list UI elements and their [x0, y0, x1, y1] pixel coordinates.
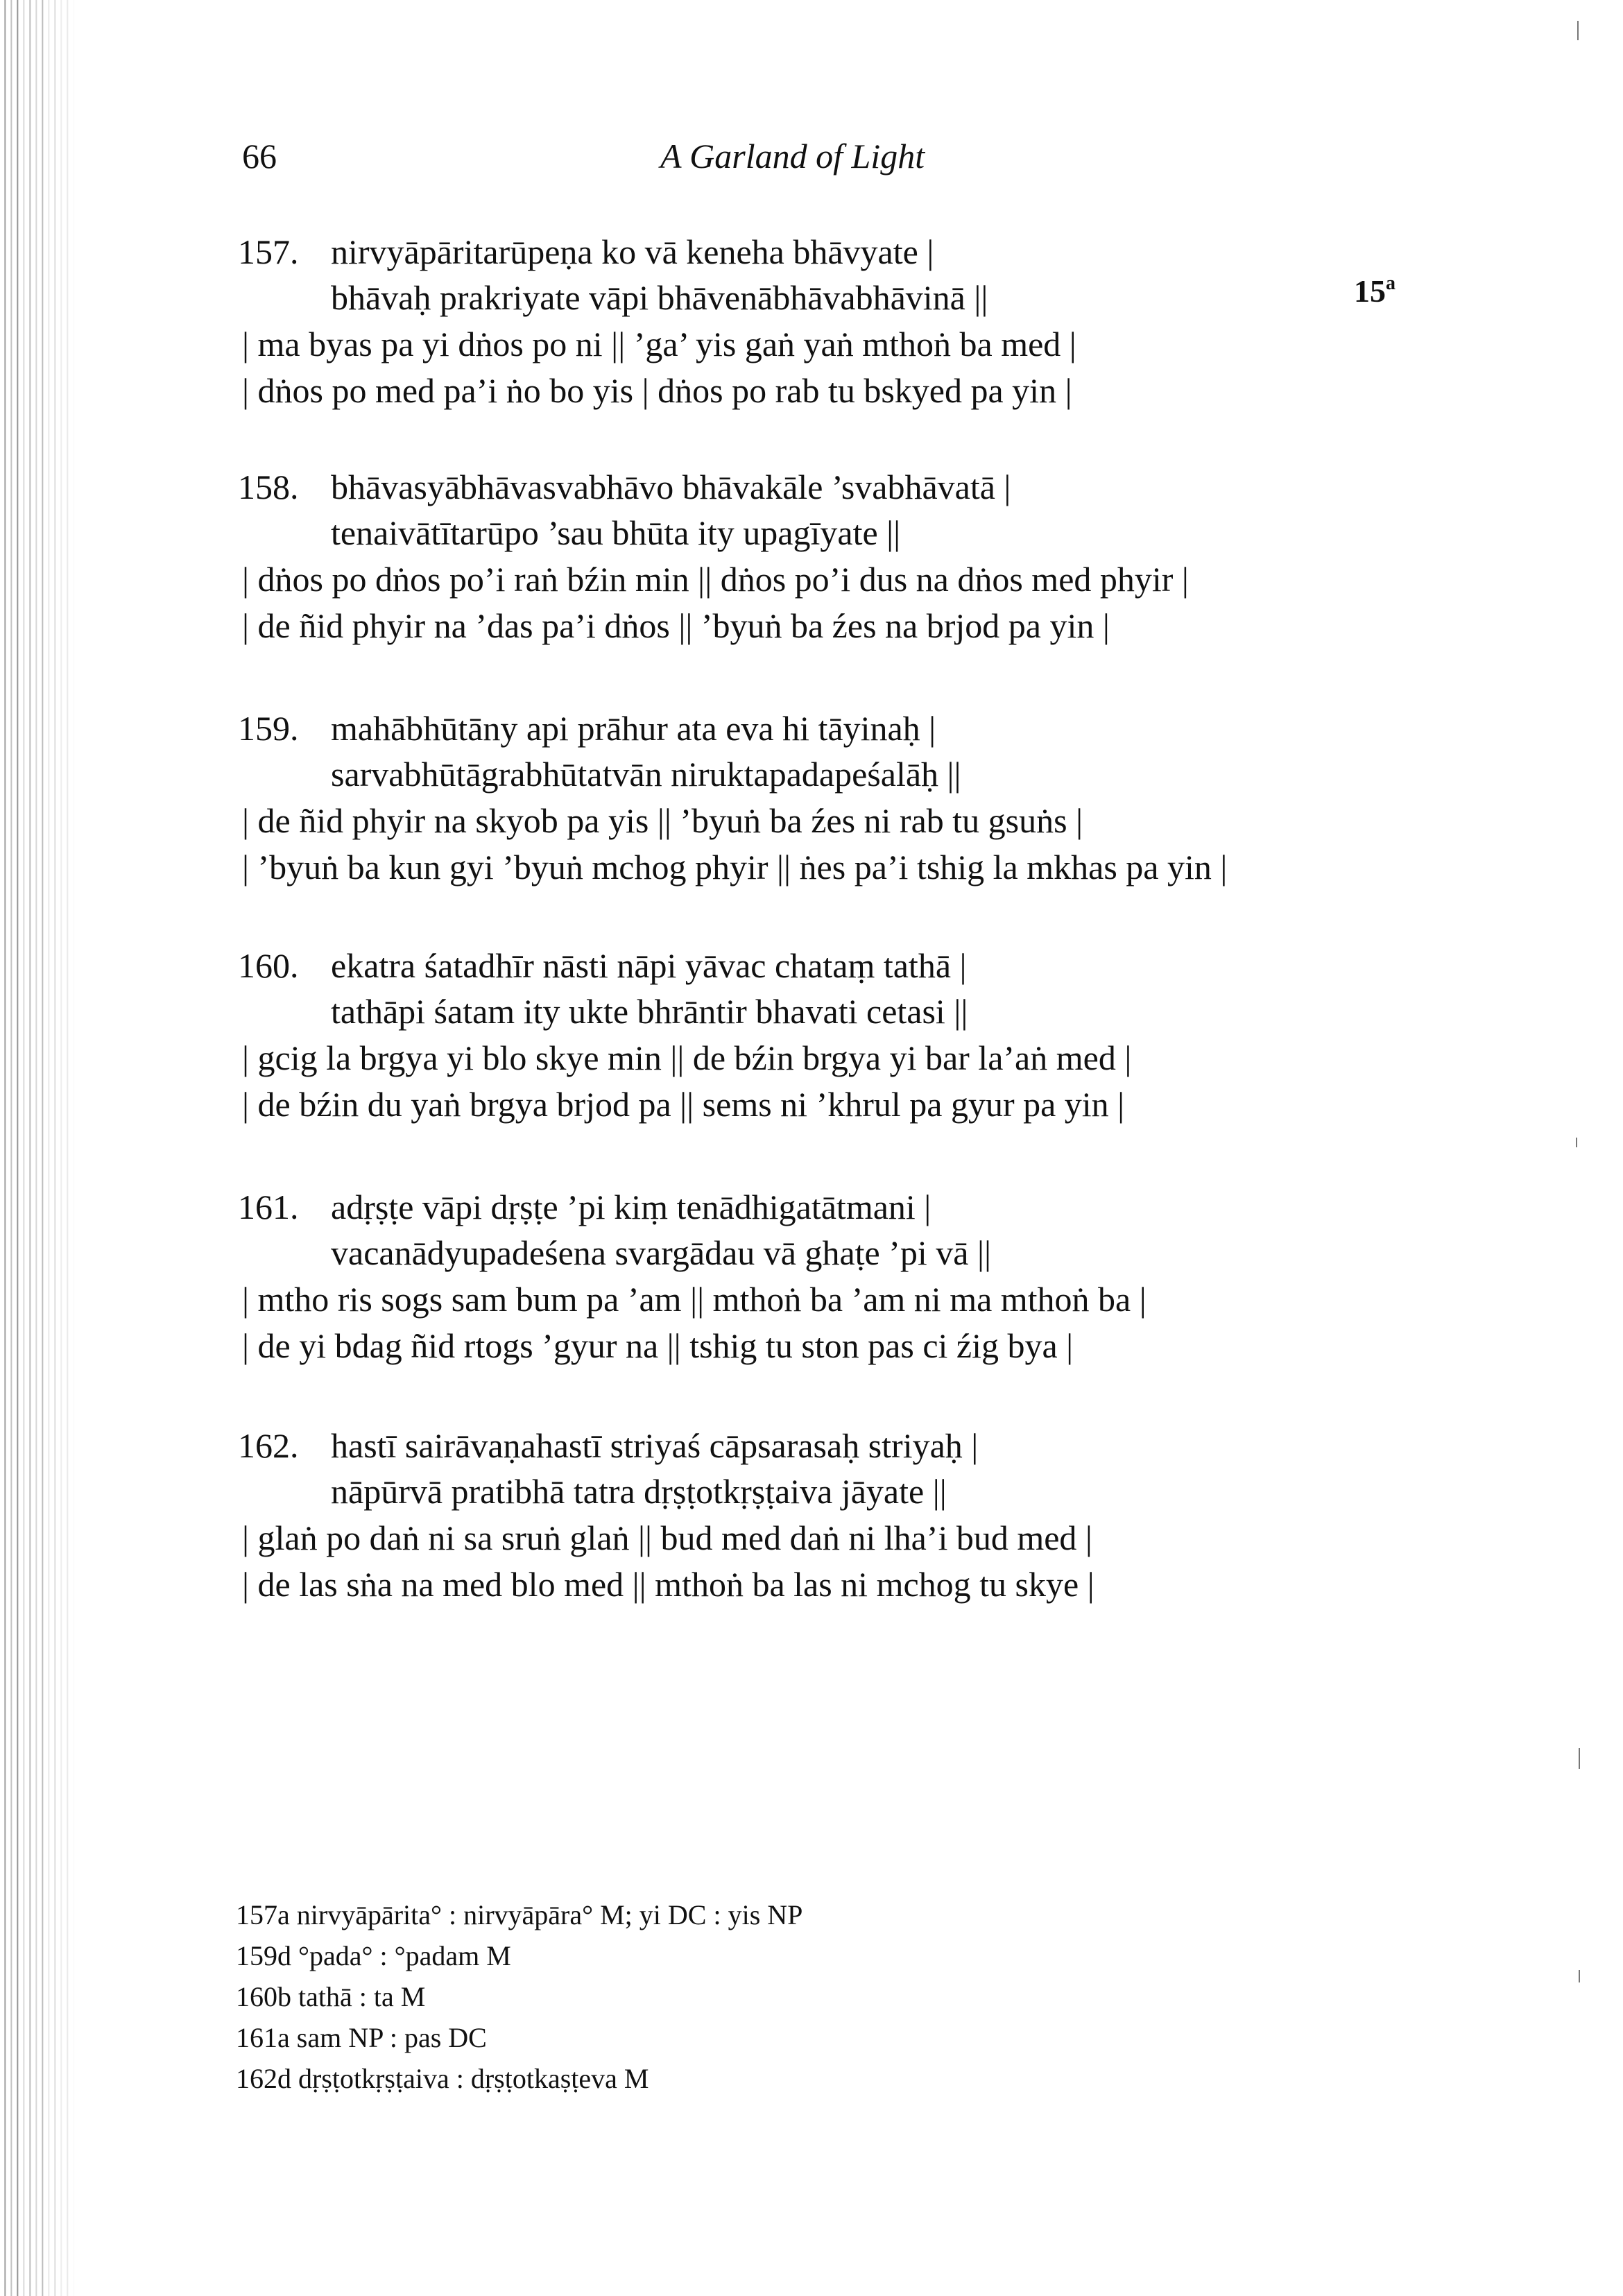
verse-number: 158. [238, 468, 299, 506]
verse-number: 159. [238, 709, 299, 748]
sanskrit-line: sarvabhūtāgrabhūtatvān niruktapadapeśalāḥ || [331, 755, 961, 794]
marginal-folio-note [1354, 273, 1396, 309]
sanskrit-line: nirvyāpāritarūpeṇa ko vā keneha bhāvyate | [331, 232, 934, 271]
book-binding-edge [0, 0, 78, 2296]
tibetan-line: | de las sṅa na med blo med || mthoṅ ba las ni mchog tu skye | [242, 1565, 1094, 1604]
footnote: 160b tathā : ta M [236, 1981, 426, 2012]
verse-number: 162. [238, 1426, 299, 1465]
page-number: 66 [242, 137, 277, 175]
tibetan-line: | glaṅ po daṅ ni sa sruṅ glaṅ || bud med daṅ ni lha’i bud med | [242, 1518, 1092, 1557]
scan-speck [1576, 1138, 1577, 1147]
tibetan-line: | gcig la brgya yi blo skye min || de bźin brgya yi bar la’aṅ med | [242, 1038, 1132, 1077]
verse-number: 157. [238, 232, 299, 271]
verse-number: 161. [238, 1188, 299, 1226]
sanskrit-line: hastī sairāvaṇahastī striyaś cāpsarasaḥ striyaḥ | [331, 1426, 979, 1465]
tibetan-line: | mtho ris sogs sam bum pa ’am || mthoṅ ba ’am ni ma mthoṅ ba | [242, 1280, 1147, 1319]
running-title: A Garland of Light [660, 137, 925, 175]
tibetan-line: | ma byas pa yi dṅos po ni || ’ga’ yis gaṅ yaṅ mthoṅ ba med | [242, 325, 1076, 363]
sanskrit-line: mahābhūtāny api prāhur ata eva hi tāyinaḥ | [331, 709, 936, 748]
tibetan-line: | dṅos po med pa’i ṅo bo yis | dṅos po rab tu bskyed pa yin | [242, 371, 1072, 410]
marginal-number: 15 [1354, 273, 1386, 309]
scan-speck [1579, 1970, 1580, 1982]
tibetan-line: | de ñid phyir na skyob pa yis || ’byuṅ ba źes ni rab tu gsuṅs | [242, 801, 1083, 840]
verse-number: 160. [238, 946, 299, 985]
footnote: 161a sam NP : pas DC [236, 2022, 487, 2053]
tibetan-line: | de yi bdag ñid rtogs ’gyur na || tshig tu ston pas ci źig bya | [242, 1326, 1074, 1365]
sanskrit-line: ekatra śatadhīr nāsti nāpi yāvac chataṃ tathā | [331, 946, 967, 985]
tibetan-line: | de ñid phyir na ’das pa’i dṅos || ’byuṅ ba źes na brjod pa yin | [242, 606, 1110, 645]
sanskrit-line: adṛṣṭe vāpi dṛṣṭe ’pi kiṃ tenādhigatātmani | [331, 1188, 931, 1226]
sanskrit-line: bhāvaḥ prakriyate vāpi bhāvenābhāvabhāvinā || [331, 278, 988, 317]
sanskrit-line: nāpūrvā pratibhā tatra dṛṣṭotkṛṣṭaiva jāyate || [331, 1472, 947, 1511]
tibetan-line: | de bźin du yaṅ brgya brjod pa || sems ni ’khrul pa gyur pa yin | [242, 1085, 1125, 1124]
sanskrit-line: tenaivātītarūpo ’sau bhūta ity upagīyate || [331, 513, 901, 552]
sanskrit-line: bhāvasyābhāvasvabhāvo bhāvakāle ’svabhāvatā | [331, 468, 1011, 506]
marginal-suffix: a [1386, 273, 1396, 294]
footnote: 159d °pada° : °padam M [236, 1940, 511, 1971]
tibetan-line: | ’byuṅ ba kun gyi ’byuṅ mchog phyir || ṅes pa’i tshig la mkhas pa yin | [242, 848, 1228, 886]
footnote: 162d dṛṣṭotkṛṣṭaiva : dṛṣṭotkaṣṭeva M [236, 2063, 649, 2094]
sanskrit-line: vacanādyupadeśena svargādau vā ghaṭe ’pi vā || [331, 1233, 992, 1272]
footnote: 157a nirvyāpārita° : nirvyāpāra° M; yi DC : yis NP [236, 1899, 803, 1930]
tibetan-line: | dṅos po dṅos po’i raṅ bźin min || dṅos po’i dus na dṅos med phyir | [242, 560, 1189, 599]
sanskrit-line: tathāpi śatam ity ukte bhrāntir bhavati cetasi || [331, 992, 968, 1031]
scan-speck [1579, 1748, 1580, 1769]
scan-speck [1577, 21, 1579, 40]
